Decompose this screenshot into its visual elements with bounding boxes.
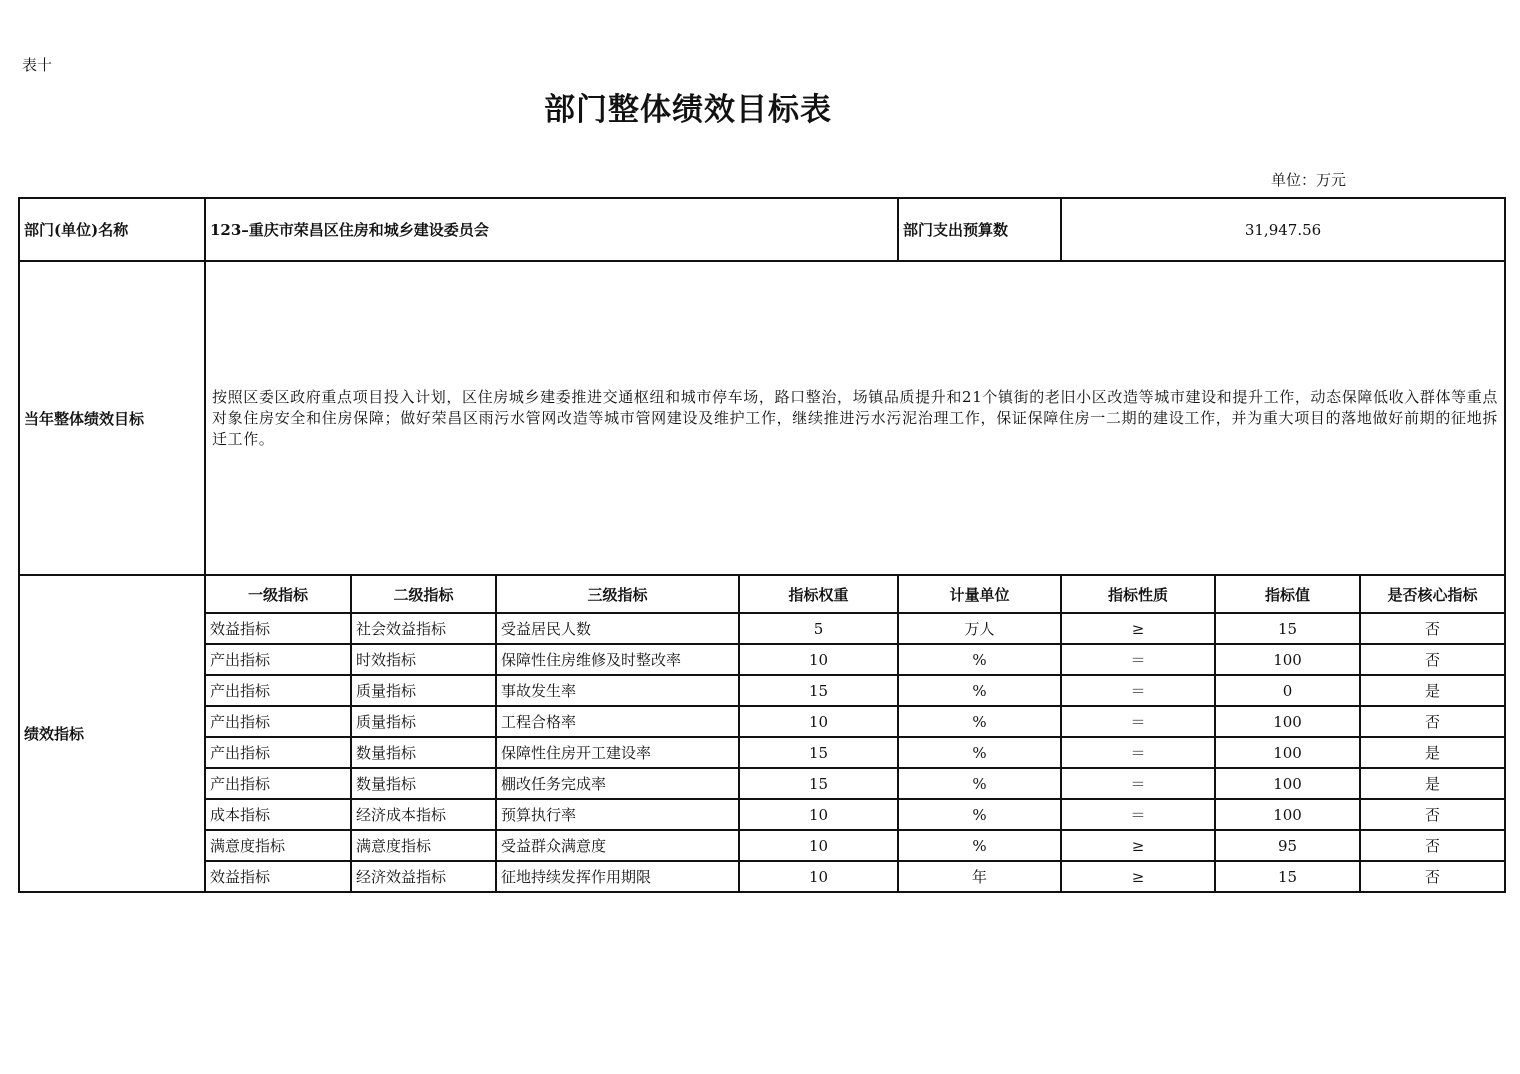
level2-cell: 经济效益指标 [351,861,496,892]
value-cell: 15 [1215,613,1360,644]
weight-cell: 10 [739,799,898,830]
level2-cell: 经济成本指标 [351,799,496,830]
header-level1: 一级指标 [205,575,351,613]
dept-name-label: 部门(单位)名称 [19,198,205,261]
level3-cell: 受益群众满意度 [496,830,739,861]
weight-cell: 10 [739,861,898,892]
level1-cell: 产出指标 [205,644,351,675]
level3-cell: 征地持续发挥作用期限 [496,861,739,892]
dept-row [19,198,1505,261]
core-cell: 否 [1360,706,1505,737]
header-value: 指标值 [1215,575,1360,613]
unit-cell: % [898,737,1061,768]
value-cell: 15 [1215,861,1360,892]
level1-cell: 产出指标 [205,768,351,799]
header-weight: 指标权重 [739,575,898,613]
core-cell: 是 [1360,675,1505,706]
core-cell: 否 [1360,830,1505,861]
table-row [19,799,1505,830]
nature-cell: ＝ [1061,768,1215,799]
level2-cell: 数量指标 [351,737,496,768]
table-row [19,706,1505,737]
nature-cell: ＝ [1061,706,1215,737]
level1-cell: 满意度指标 [205,830,351,861]
level2-cell: 社会效益指标 [351,613,496,644]
nature-cell: ＝ [1061,644,1215,675]
core-cell: 是 [1360,737,1505,768]
level3-cell: 事故发生率 [496,675,739,706]
header-nature: 指标性质 [1061,575,1215,613]
value-cell: 0 [1215,675,1360,706]
level3-cell: 工程合格率 [496,706,739,737]
table-row [19,644,1505,675]
header-level2: 二级指标 [351,575,496,613]
level2-cell: 质量指标 [351,706,496,737]
page-title: 部门整体绩效目标表 [544,92,832,128]
core-cell: 否 [1360,861,1505,892]
goal-row [19,261,1505,575]
table-number: 表十 [22,56,53,74]
header-level3: 三级指标 [496,575,739,613]
core-cell: 否 [1360,613,1505,644]
weight-cell: 15 [739,675,898,706]
unit-cell: % [898,675,1061,706]
budget-label: 部门支出预算数 [898,198,1061,261]
indicators-label: 绩效指标 [19,575,205,892]
table-row [19,675,1505,706]
core-cell: 是 [1360,768,1505,799]
performance-target-table [18,197,1506,893]
table-row [19,737,1505,768]
weight-cell: 15 [739,768,898,799]
value-cell: 100 [1215,644,1360,675]
level1-cell: 成本指标 [205,799,351,830]
goal-text: 按照区委区政府重点项目投入计划，区住房城乡建委推进交通枢纽和城市停车场，路口整治，场镇品质提升和21个镇街的老旧小区改造等城市建设和提升工作，动态保障低收入群体等重点对象住房安全和住房保障；做好荣昌区雨污水管网改造等城市管网建设及维护工作，继续推进污水污泥治理工作，保证保障住房一二期的建设工作，并为重大项目的落地做好前期的征地拆迁工作。 [205,261,1505,575]
value-cell: 95 [1215,830,1360,861]
level3-cell: 预算执行率 [496,799,739,830]
weight-cell: 10 [739,644,898,675]
nature-cell: ＝ [1061,799,1215,830]
level1-cell: 效益指标 [205,613,351,644]
value-cell: 100 [1215,799,1360,830]
unit-cell: % [898,799,1061,830]
weight-cell: 10 [739,706,898,737]
nature-cell: ＝ [1061,737,1215,768]
table-row [19,613,1505,644]
value-cell: 100 [1215,768,1360,799]
unit-cell: 万人 [898,613,1061,644]
core-cell: 否 [1360,799,1505,830]
level1-cell: 产出指标 [205,737,351,768]
indicator-header-row [19,575,1505,613]
header-unit: 计量单位 [898,575,1061,613]
budget-value: 31,947.56 [1061,198,1505,261]
level3-cell: 保障性住房开工建设率 [496,737,739,768]
level3-cell: 受益居民人数 [496,613,739,644]
level3-cell: 保障性住房维修及时整改率 [496,644,739,675]
table-row [19,861,1505,892]
unit-cell: % [898,706,1061,737]
level2-cell: 质量指标 [351,675,496,706]
level2-cell: 数量指标 [351,768,496,799]
nature-cell: ≥ [1061,830,1215,861]
table-row [19,830,1505,861]
core-cell: 否 [1360,644,1505,675]
unit-cell: % [898,830,1061,861]
level1-cell: 产出指标 [205,706,351,737]
value-cell: 100 [1215,737,1360,768]
level1-cell: 产出指标 [205,675,351,706]
dept-name-value: 123–重庆市荣昌区住房和城乡建设委员会 [205,198,898,261]
nature-cell: ≥ [1061,861,1215,892]
goal-label: 当年整体绩效目标 [19,261,205,575]
weight-cell: 5 [739,613,898,644]
weight-cell: 10 [739,830,898,861]
level3-cell: 棚改任务完成率 [496,768,739,799]
unit-cell: % [898,768,1061,799]
level2-cell: 满意度指标 [351,830,496,861]
unit-cell: % [898,644,1061,675]
nature-cell: ≥ [1061,613,1215,644]
unit-cell: 年 [898,861,1061,892]
value-cell: 100 [1215,706,1360,737]
unit-label: 单位：万元 [1271,171,1347,189]
header-core: 是否核心指标 [1360,575,1505,613]
weight-cell: 15 [739,737,898,768]
level1-cell: 效益指标 [205,861,351,892]
level2-cell: 时效指标 [351,644,496,675]
table-row [19,768,1505,799]
nature-cell: ＝ [1061,675,1215,706]
